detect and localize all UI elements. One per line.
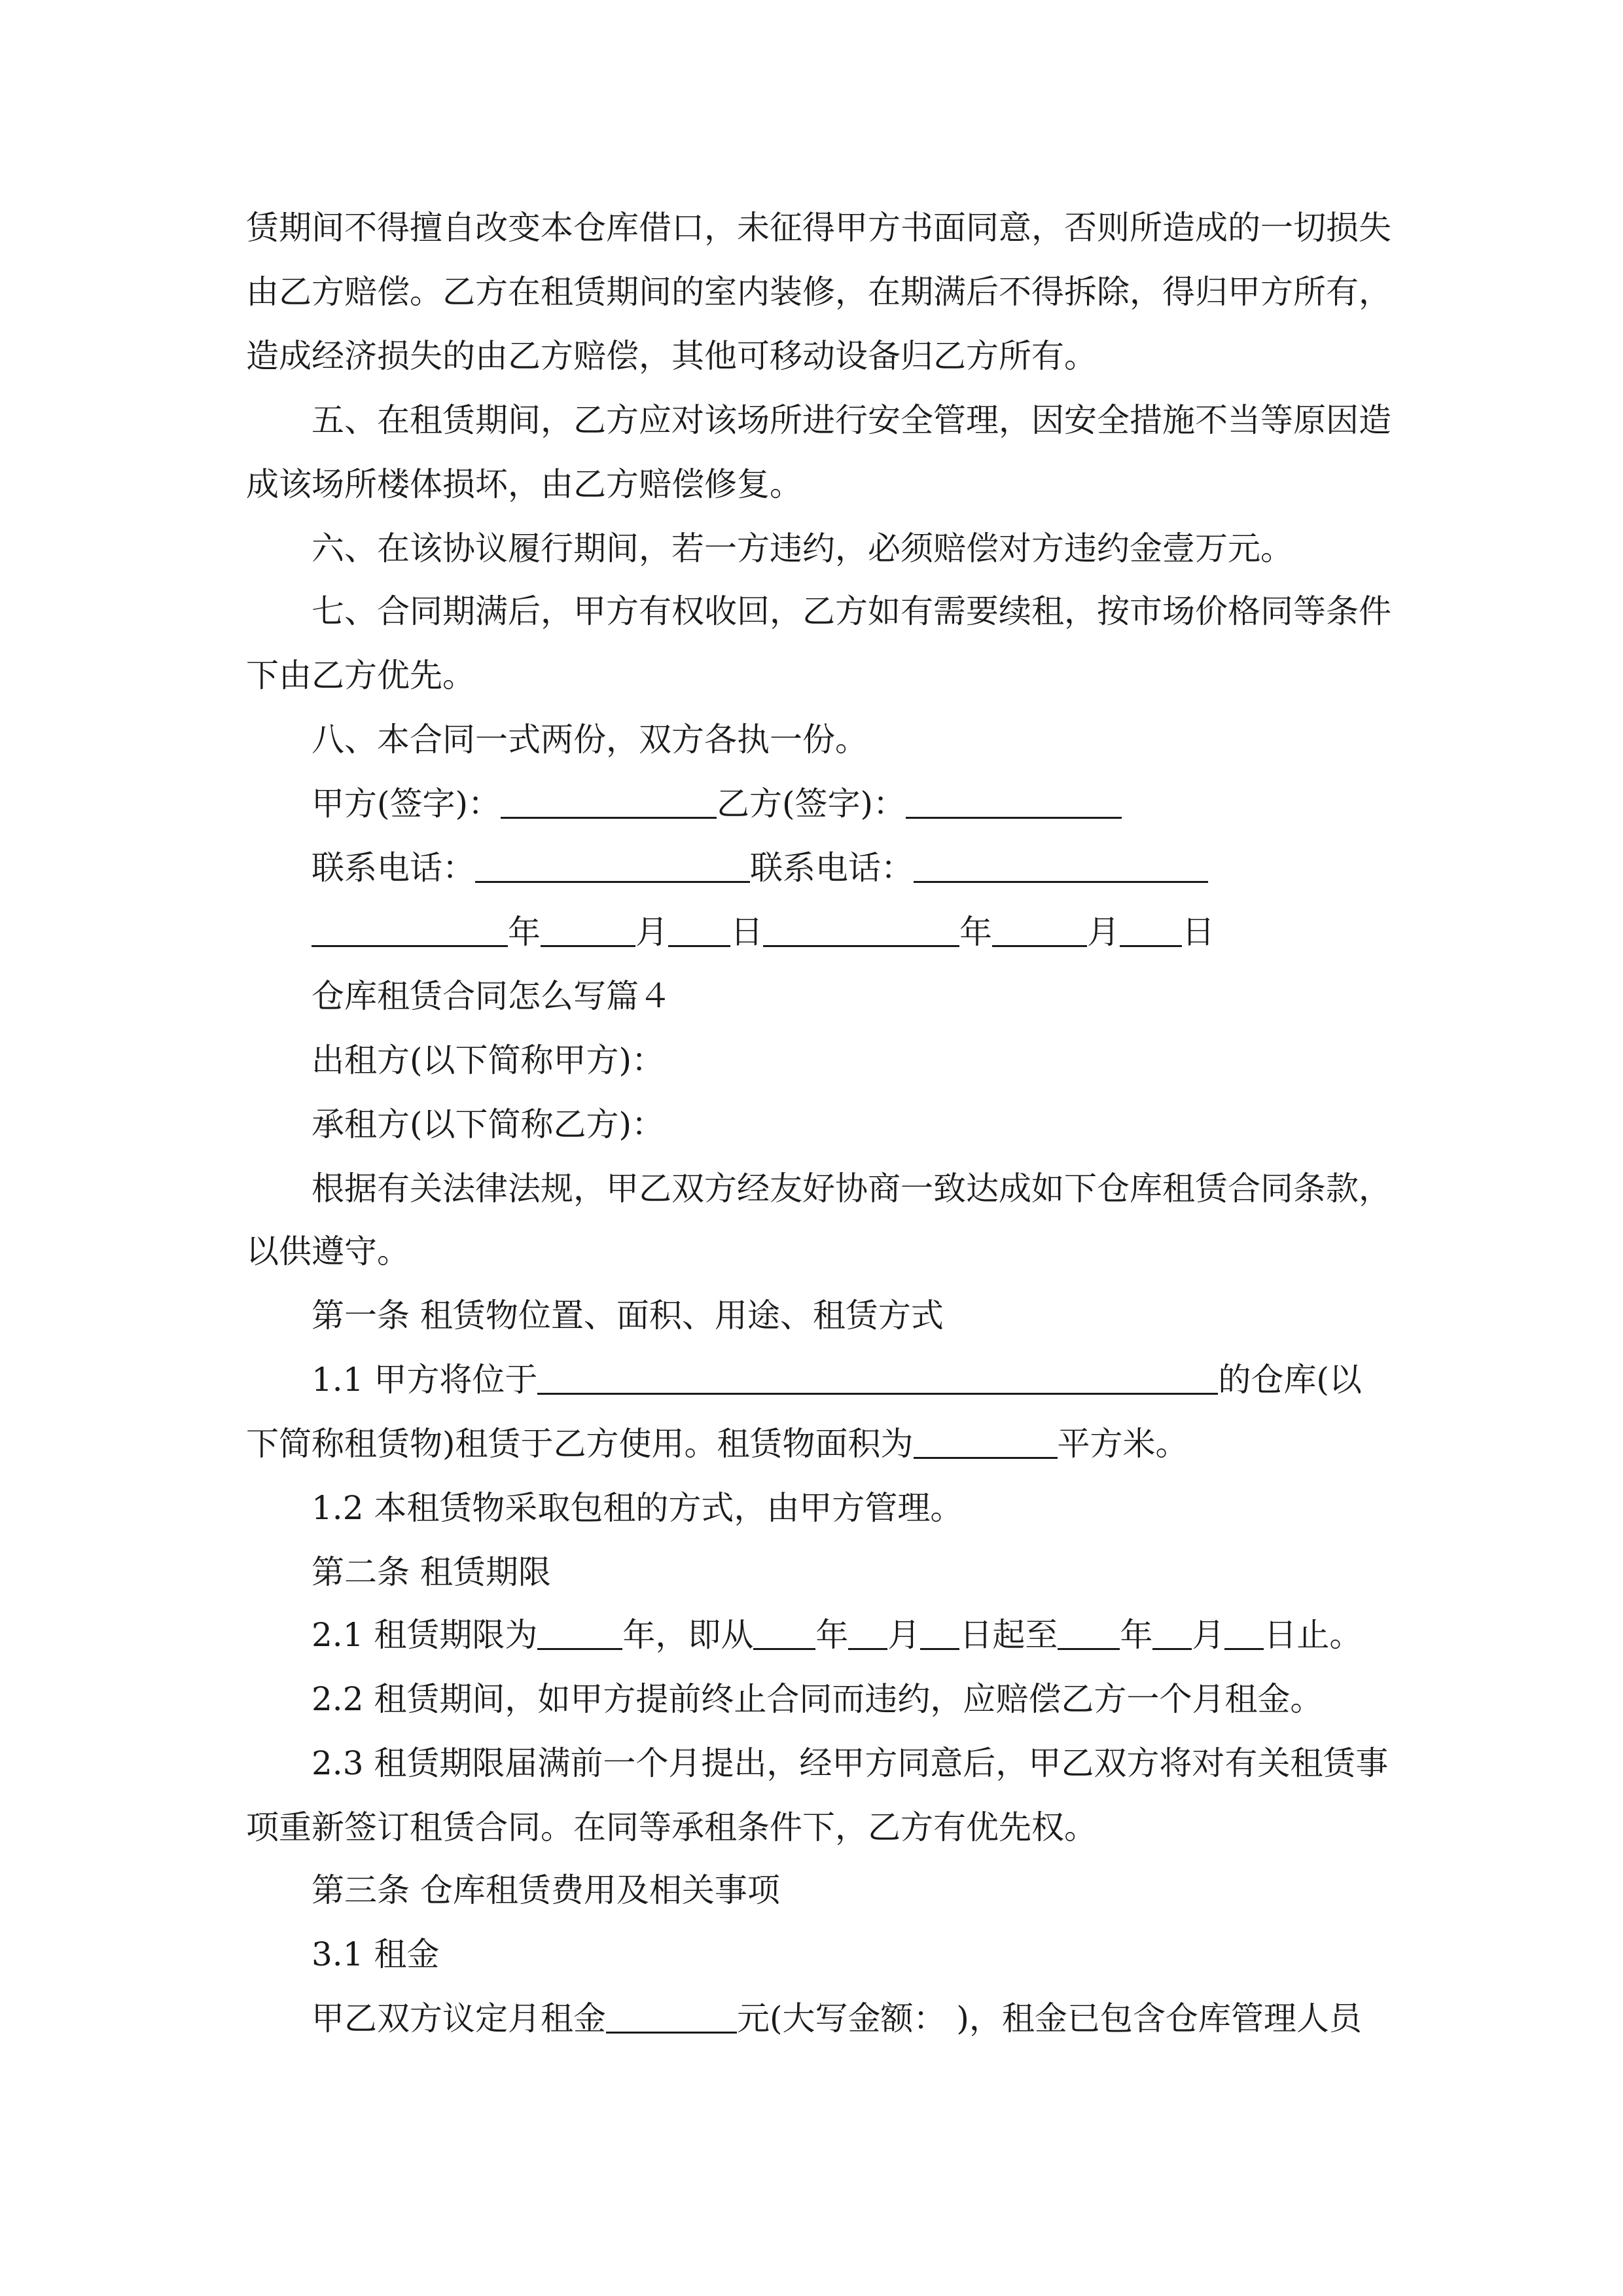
date-a-year-blank[interactable] (312, 906, 508, 947)
month-label: 月 (1192, 1616, 1225, 1654)
month-label: 月 (887, 1616, 921, 1654)
party-a-phone-label: 联系电话： (312, 849, 475, 887)
party-b-phone-label: 联系电话： (750, 849, 914, 887)
location-blank[interactable] (537, 1354, 1218, 1395)
year-label: 年 (1120, 1616, 1153, 1654)
article-3-title: 第三条 仓库租赁费用及相关事项 (312, 1871, 780, 1909)
start-day-text: 日起至 (959, 1616, 1058, 1654)
clause-1-1-prefix: 1.1 甲方将位于 (312, 1361, 538, 1399)
lessor-line: 出租方(以下简称甲方)： (312, 1041, 665, 1079)
clause-7-line: 下由乙方优先。 (246, 656, 475, 694)
lessee-line: 承租方(以下简称乙方)： (312, 1105, 665, 1143)
date-a-day-blank[interactable] (668, 906, 730, 947)
date-b-year-blank[interactable] (763, 906, 959, 947)
clause-1-1-line2-prefix: 下简称租赁物)租赁于乙方使用。租赁物面积为 (246, 1425, 914, 1463)
clause-2-1-prefix: 2.1 租赁期限为 (312, 1616, 538, 1654)
end-day-text: 日止。 (1264, 1616, 1363, 1654)
phone-row (0, 835, 1623, 901)
party-b-signature-label: 乙方(签字)： (717, 785, 906, 823)
party-a-signature-blank[interactable] (501, 778, 717, 819)
clause-5-line: 成该场所楼体损坏，由乙方赔偿修复。 (246, 465, 802, 503)
clause-1-1-line2 (0, 1411, 1623, 1477)
end-day-blank[interactable] (1224, 1609, 1264, 1650)
end-month-blank[interactable] (1152, 1609, 1192, 1650)
clause-1-1-line2-suffix: 平方米。 (1057, 1425, 1188, 1463)
year-label: 年 (959, 913, 992, 951)
signature-row (0, 771, 1623, 836)
clause-8: 八、本合同一式两份，双方各执一份。 (312, 721, 868, 759)
date-row (0, 899, 1623, 965)
clause-2-1-year-text: 年，即从 (622, 1616, 754, 1654)
clause-2-2: 2.2 租赁期间，如甲方提前终止合同而违约，应赔偿乙方一个月租金。 (312, 1680, 1323, 1718)
clause-5-line: 五、在租赁期间，乙方应对该场所进行安全管理，因安全措施不当等原因造 (312, 401, 1391, 439)
date-b-month-blank[interactable] (992, 906, 1087, 947)
clause-2-3-line: 2.3 租赁期限届满前一个月提出，经甲方同意后，甲乙双方将对有关租赁事 (312, 1744, 1389, 1782)
intro-line: 根据有关法律法规，甲乙双方经友好协商一致达成如下仓库租赁合同条款， (312, 1170, 1391, 1208)
clause-2-1 (0, 1602, 1623, 1668)
party-b-signature-blank[interactable] (906, 778, 1122, 819)
year-label: 年 (508, 913, 541, 951)
clause-1-1-suffix: 的仓库(以 (1218, 1361, 1362, 1399)
clause-3-1 (0, 1986, 1623, 2051)
term-years-blank[interactable] (537, 1609, 622, 1650)
article-2-title: 第二条 租赁期限 (312, 1553, 551, 1591)
text-line: 赁期间不得擅自改变本仓库借口，未征得甲方书面同意，否则所造成的一切损失 (246, 209, 1391, 247)
date-a-month-blank[interactable] (541, 906, 635, 947)
start-year-blank[interactable] (753, 1609, 815, 1650)
party-a-phone-blank[interactable] (475, 842, 750, 883)
month-label: 月 (635, 913, 668, 951)
clause-2-3-line: 项重新签订租赁合同。在同等承租条件下，乙方有优先权。 (246, 1808, 1097, 1846)
clause-3-1-title: 3.1 租金 (312, 1935, 440, 1973)
start-month-blank[interactable] (848, 1609, 887, 1650)
clause-3-1-prefix: 甲乙双方议定月租金 (312, 2000, 606, 2037)
text-line: 由乙方赔偿。乙方在租赁期间的室内装修，在期满后不得拆除，得归甲方所有， (246, 273, 1391, 311)
date-b-day-blank[interactable] (1120, 906, 1182, 947)
month-label: 月 (1087, 913, 1120, 951)
clause-3-1-suffix: 元(大写金额： )，租金已包含仓库管理人员 (737, 2000, 1362, 2037)
year-label: 年 (815, 1616, 849, 1654)
day-label: 日 (1182, 913, 1215, 951)
clause-1-2: 1.2 本租赁物采取包租的方式，由甲方管理。 (312, 1489, 963, 1527)
day-label: 日 (730, 913, 763, 951)
area-blank[interactable] (914, 1418, 1058, 1459)
party-b-phone-blank[interactable] (914, 842, 1208, 883)
clause-1-1 (0, 1347, 1623, 1412)
start-day-blank[interactable] (920, 1609, 959, 1650)
party-a-signature-label: 甲方(签字)： (312, 785, 501, 823)
section-title: 仓库租赁合同怎么写篇４ (312, 977, 671, 1015)
monthly-rent-blank[interactable] (606, 1992, 737, 2034)
intro-line: 以供遵守。 (246, 1232, 410, 1270)
text-line: 造成经济损失的由乙方赔偿，其他可移动设备归乙方所有。 (246, 337, 1097, 375)
clause-6: 六、在该协议履行期间，若一方违约，必须赔偿对方违约金壹万元。 (312, 529, 1293, 567)
end-year-blank[interactable] (1058, 1609, 1120, 1650)
clause-7-line: 七、合同期满后，甲方有权收回，乙方如有需要续租，按市场价格同等条件 (312, 592, 1391, 630)
article-1-title: 第一条 租赁物位置、面积、用途、租赁方式 (312, 1297, 944, 1335)
